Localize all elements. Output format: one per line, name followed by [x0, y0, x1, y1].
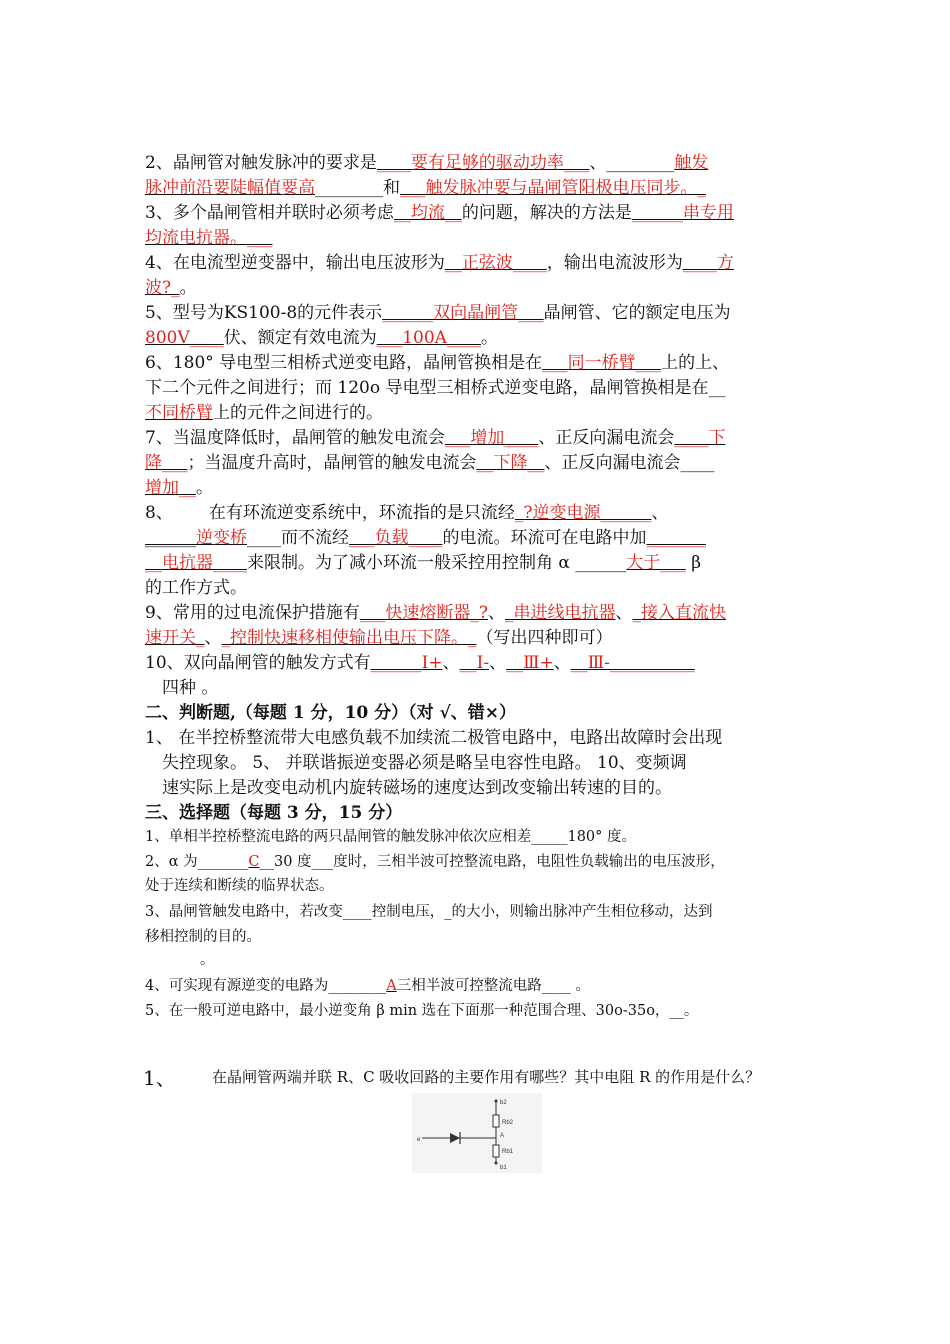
- q2-answer-3: ___触发脉冲要与晶闸管阳极电压同步。_: [400, 178, 706, 198]
- section4-question-text: 在晶闸管两端并联 R、C 吸收回路的主要作用有哪些？其中电阻 R 的作用是什么？: [212, 1068, 761, 1086]
- q2-text: 2、晶闸管对触发脉冲的要求是: [145, 153, 377, 173]
- q9-note: （写出四种即可）: [476, 628, 613, 648]
- q7-text-e: 。: [196, 478, 213, 498]
- q5-line1: [145, 301, 731, 325]
- q5-answer-2: 800V____: [145, 328, 224, 348]
- q7-answer-2-cont: 降___: [145, 453, 188, 473]
- q4-answer-2-cont: 波?_: [145, 278, 180, 298]
- q4-answer-1: __正弦波____: [444, 253, 547, 273]
- q8-text-c: ____而不流经: [247, 528, 349, 548]
- q8-answer-1: _?逆变电源______: [514, 503, 652, 523]
- q2-answer-2: 触发: [674, 153, 709, 173]
- q8-text-e: 来限制。为了减小环流一般采控用控制角 α ______: [247, 553, 627, 573]
- q7-answer-4: 增加__: [145, 478, 196, 498]
- q9-line1: [145, 601, 726, 625]
- q8-text-g: 的工作方式。: [145, 578, 247, 598]
- q10-answer-1: ______Ⅰ+: [370, 653, 443, 673]
- q2-answer-1: ____要有足够的驱动功率___: [376, 153, 590, 173]
- label-b1: b1: [500, 1165, 507, 1171]
- q5-text-c: 伏、额定有效电流为: [223, 328, 377, 348]
- q7-text-d: 、正反向漏电流会____: [544, 453, 715, 473]
- q4-text-c: 。: [179, 278, 197, 298]
- resistor-rb1-icon: [493, 1145, 499, 1157]
- q8-text-d: 的电流。环流可在电路中加: [442, 528, 647, 548]
- section3-q1: [145, 826, 636, 848]
- q4-answer-2: ____方: [682, 253, 734, 273]
- section3-q2-text-b: __30 度___度时，三相半波可控整流电路，电阻性负载输出的电压波形，: [259, 854, 725, 870]
- q7-answer-1: ___增加____: [444, 428, 539, 448]
- q8-line1: [145, 501, 668, 525]
- q9-answer-1: ___快速熔断器_?: [359, 603, 488, 623]
- q10-answer-2: __Ⅰ-: [459, 653, 490, 673]
- q6-text-d: 上的元件之间进行的。: [213, 403, 383, 423]
- q3-answer-2-cont: 均流电抗器。___: [145, 228, 273, 248]
- q7-answer-2: ____下: [674, 428, 726, 448]
- q8-answer-4: _______: [646, 528, 706, 548]
- q2-answer-2-cont: 脉冲前沿要陡幅值要高: [145, 178, 315, 198]
- section3-q5: 5、在一般可逆电路中，最小逆变角 β min 选在下面那一种范围合理、30o-35o，__。: [145, 1003, 699, 1019]
- section4-question-number: 1、: [143, 1066, 176, 1090]
- q6-text: 6、180° 导电型三相桥式逆变电路，晶闸管换相是在: [145, 353, 543, 373]
- q5-line2: [145, 326, 498, 350]
- q10-line1: [145, 651, 695, 675]
- terminal-b1: [495, 1162, 498, 1165]
- q4-text: 4、在电流型逆变器中，输出电压波形为: [145, 253, 445, 273]
- q9-answer-2: _串进线电抗器: [504, 603, 616, 623]
- q2-text-c: ________和: [315, 178, 400, 198]
- q9-answer-4: _控制快速移相使输出电压下降。_: [221, 628, 477, 648]
- q8-answer-3: ___负载____: [349, 528, 443, 548]
- q10-line2: [162, 676, 218, 700]
- label-b2: b2: [500, 1100, 507, 1106]
- circuit-diagram: [412, 1093, 542, 1173]
- q4-line2: [145, 276, 197, 300]
- q5-text: 5、型号为KS100-8的元件表示: [145, 303, 383, 323]
- q10-text: 10、双向晶闸管的触发方式有: [145, 653, 371, 673]
- q5-answer-3: ___100A____: [376, 328, 481, 348]
- q8-answer-4-cont: __电抗器____: [145, 553, 247, 573]
- q8-text-b: 、: [651, 503, 669, 523]
- q6-text-c: 下二个元件之间进行；而 120o 导电型三相桥式逆变电路，晶闸管换相是在__: [145, 378, 726, 398]
- q2-text-b: 、________: [589, 153, 675, 173]
- section3-q4-answer: A: [386, 978, 397, 994]
- q8-answer-2: 逆变桥: [196, 528, 247, 548]
- q10-sep-3: 、: [553, 653, 571, 673]
- terminal-b2: [495, 1100, 498, 1103]
- section3-q3: 3、晶闸管触发电路中，若改变____控制电压，_的大小，则输出脉冲产生相位移动，达到: [145, 904, 713, 920]
- q5-text-d: 。: [480, 328, 498, 348]
- q9-line2: [145, 626, 613, 650]
- q8-text: 在有环流逆变系统中，环流指的是只流经: [208, 503, 515, 523]
- q10-text-b: 四种 。: [162, 678, 219, 698]
- q10-sep-2: 、: [489, 653, 507, 673]
- section3-q4: [145, 975, 590, 997]
- circuit-background: [412, 1093, 542, 1173]
- q8-number: 8、: [145, 503, 173, 523]
- q6-answer-1: ___同一桥臂___: [542, 353, 662, 373]
- section2-line2: 失控现象。 5、 并联谐振逆变器必须是略呈电容性电路。 10、变频调: [162, 753, 687, 773]
- q6-answer-2: 不同桥臂: [145, 403, 213, 423]
- resistor-rb2-icon: [493, 1115, 499, 1127]
- q4-text-b: ，输出电流波形为: [546, 253, 683, 273]
- section3-q3-line2: 移相控制的目的。: [145, 929, 261, 945]
- label-a: A: [500, 1133, 505, 1139]
- label-e: e: [417, 1137, 421, 1143]
- q10-answer-4: __Ⅲ-__________: [570, 653, 695, 673]
- q7-text-c: ；当温度升高时，晶闸管的触发电流会: [187, 453, 477, 473]
- q7-line3: [145, 476, 213, 500]
- q7-line1: [145, 426, 725, 450]
- q9-sep-1: 、: [487, 603, 505, 623]
- section2-heading: 二、判断题,（每题 1 分，10 分）（对 √、错×）: [145, 703, 516, 723]
- section3-q1-answer: _____180° 度。: [531, 829, 637, 845]
- section3-heading: 三、选择题（每题 3 分，15 分）: [145, 803, 403, 823]
- label-rb1: Rb1: [502, 1149, 514, 1155]
- q7-line2: [145, 451, 715, 475]
- q8-text-f: β: [685, 553, 702, 573]
- q9-answer-3-cont: 速开关_: [145, 628, 205, 648]
- q6-text-b: 上的上、: [661, 353, 730, 373]
- q8-blank: ______: [145, 528, 196, 548]
- section3-q2-text: 2、α 为_______: [145, 854, 249, 870]
- q3-text: 3、多个晶闸管相并联时必须考虑: [145, 203, 394, 223]
- q6-line1: [145, 351, 729, 375]
- q3-answer-1: __均流__: [393, 203, 462, 223]
- section3-q2: [145, 851, 725, 873]
- section3-q2-answer: C: [248, 854, 260, 870]
- q7-text-b: 、正反向漏电流会: [538, 428, 675, 448]
- q9-text: 9、常用的过电流保护措施有: [145, 603, 360, 623]
- section2-line3: 速实际上是改变电动机内旋转磁场的速度达到改变输出转速的目的。: [162, 778, 672, 798]
- q5-answer-1: ______双向晶闸管___: [382, 303, 544, 323]
- q9-sep-3: 、: [204, 628, 222, 648]
- q3-line1: [145, 201, 734, 225]
- q8-line3: [145, 551, 701, 575]
- q7-text: 7、当温度降低时，晶闸管的触发电流会: [145, 428, 445, 448]
- q2-line1: [145, 151, 708, 175]
- q5-text-b: 晶闸管、它的额定电压为: [543, 303, 731, 323]
- q2-line2: [145, 176, 706, 200]
- q3-answer-2: ______串专用: [631, 203, 734, 223]
- section3-q1-text: 1、单相半控桥整流电路的两只晶闸管的触发脉冲依次应相差: [145, 829, 532, 845]
- section3-q3-line3: 。: [200, 952, 215, 968]
- q6-line2: [145, 376, 726, 400]
- q9-answer-3: _接入直流快: [632, 603, 726, 623]
- q10-sep-1: 、: [442, 653, 460, 673]
- q8-answer-5: 大于___: [626, 553, 686, 573]
- q10-answer-3: __Ⅲ+: [506, 653, 554, 673]
- q9-sep-2: 、: [615, 603, 633, 623]
- q4-line1: [145, 251, 734, 275]
- q6-line3: [145, 401, 383, 425]
- q8-line4: [145, 576, 247, 600]
- q3-text-b: 的问题，解决的方法是: [461, 203, 632, 223]
- section3-q4-text: 4、可实现有源逆变的电路为________: [145, 978, 387, 994]
- q8-line2: [145, 526, 706, 550]
- label-rb2: Rb2: [502, 1120, 514, 1126]
- q7-answer-3: __下降__: [476, 453, 545, 473]
- section3-q4-text-b: 三相半波可控整流电路____ 。: [396, 978, 590, 994]
- q3-line2: [145, 226, 273, 250]
- section2-line1: 1、 在半控桥整流带大电感负载不加续流二极管电路中，电路出故障时会出现: [145, 728, 723, 748]
- section3-q2-line2: 处于连续和断续的临界状态。: [145, 878, 334, 894]
